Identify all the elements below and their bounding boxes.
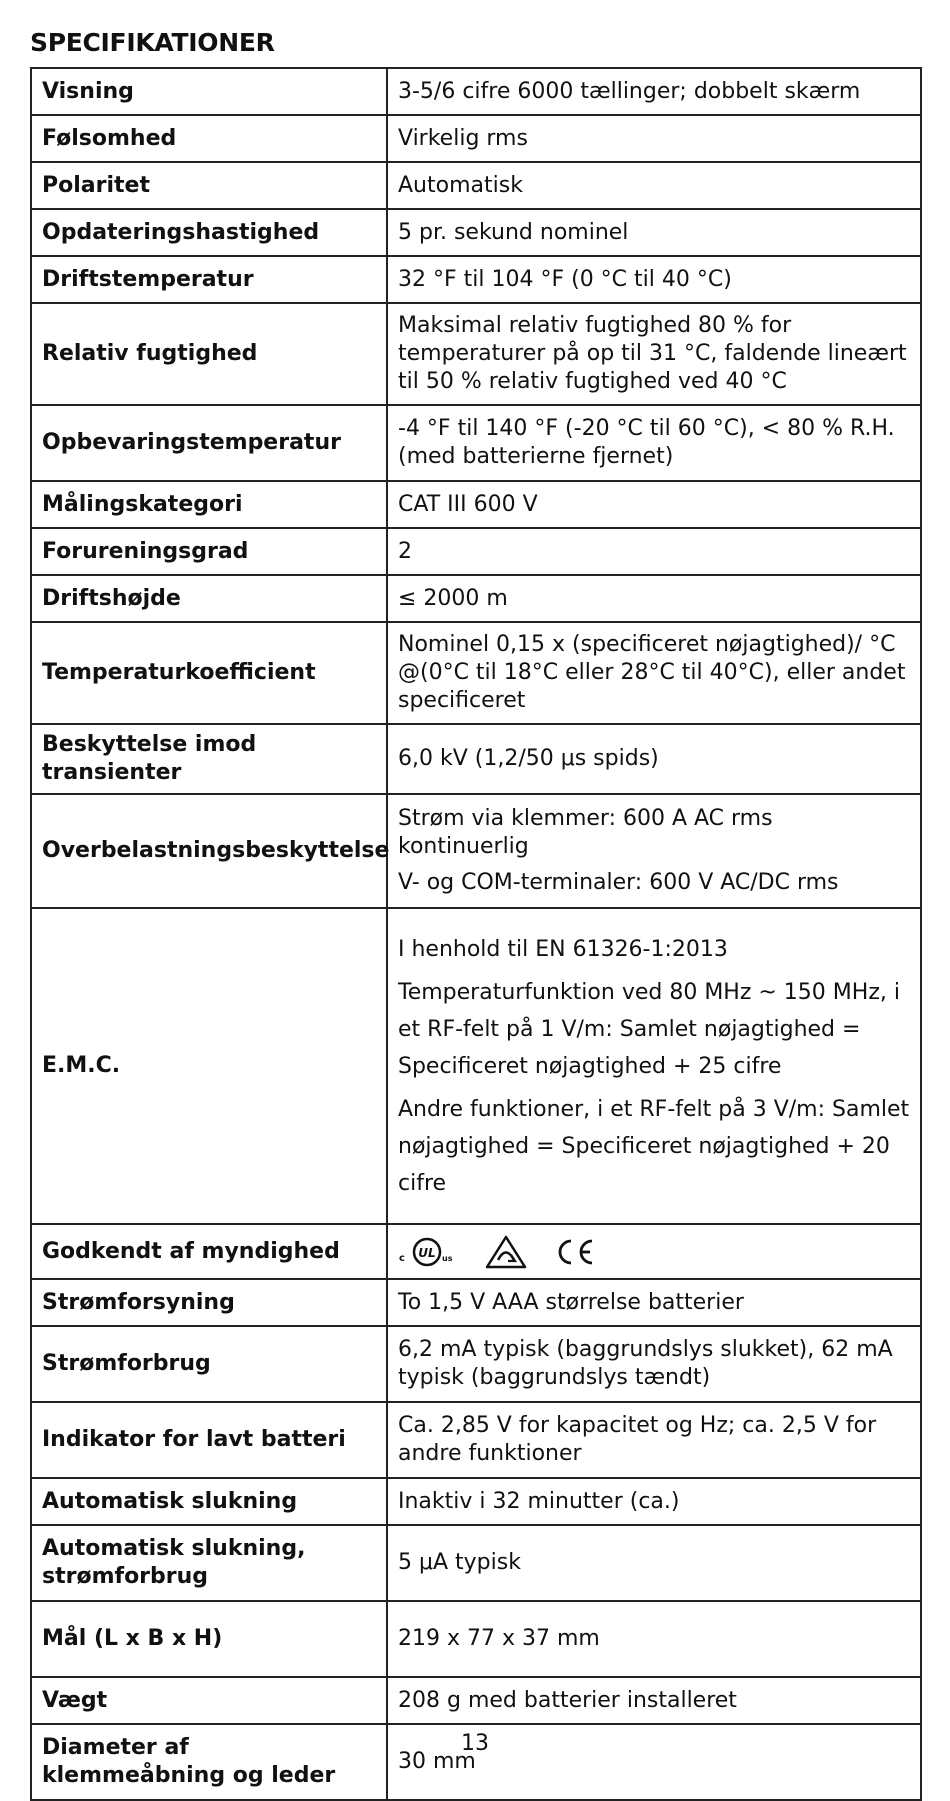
- spec-label: Opdateringshastighed: [31, 209, 387, 256]
- spec-value-text: I henhold til EN 61326-1:2013: [398, 936, 728, 962]
- table-row: [31, 528, 921, 575]
- spec-value-text: 2: [398, 538, 412, 564]
- spec-value: [387, 1402, 921, 1478]
- spec-label: Temperaturkoefficient: [31, 622, 387, 724]
- spec-label: Vægt: [31, 1677, 387, 1724]
- spec-label: Visning: [31, 68, 387, 115]
- c-ul-us-mark-icon: [398, 1235, 458, 1269]
- page-title: SPECIFIKATIONER: [30, 28, 275, 57]
- spec-label: E.M.C.: [31, 908, 387, 1224]
- spec-value: [387, 528, 921, 575]
- table-row: [31, 256, 921, 303]
- table-row: [31, 405, 921, 481]
- spec-value-text: 208 g med batterier installeret: [398, 1687, 737, 1713]
- spec-value-text: Virkelig rms: [398, 125, 528, 151]
- table-row: [31, 162, 921, 209]
- spec-label: Mål (L x B x H): [31, 1601, 387, 1677]
- spec-value: [387, 162, 921, 209]
- spec-value-text: 6,0 kV (1,2/50 μs spids): [398, 746, 659, 771]
- table-row: [31, 1525, 921, 1601]
- table-row: [31, 481, 921, 528]
- spec-label: Polaritet: [31, 162, 387, 209]
- spec-value-text: To 1,5 V AAA størrelse batterier: [398, 1289, 744, 1315]
- table-row: [31, 575, 921, 622]
- spec-value: [387, 1677, 921, 1724]
- spec-label: Automatisk slukning, strømforbrug: [31, 1525, 387, 1601]
- spec-value: [387, 1601, 921, 1677]
- spec-value: [387, 209, 921, 256]
- spec-value: [387, 68, 921, 115]
- spec-value: [387, 794, 921, 908]
- svg-text:c: c: [399, 1252, 405, 1264]
- approval-marks: [398, 1235, 910, 1269]
- spec-value-text: 3-5/6 cifre 6000 tællinger; dobbelt skærm: [398, 78, 861, 104]
- table-row: [31, 908, 921, 1224]
- spec-value: [387, 405, 921, 481]
- spec-value-text: 6,2 mA typisk (baggrundslys slukket), 62 mA typisk (baggrundslys tændt): [398, 1337, 893, 1390]
- spec-label: Relativ fugtighed: [31, 303, 387, 405]
- svg-text:UL: UL: [418, 1245, 436, 1260]
- table-row: [31, 1279, 921, 1326]
- spec-value-text: Inaktiv i 32 minutter (ca.): [398, 1488, 680, 1514]
- spec-value-text: 32 °F til 104 °F (0 °C til 40 °C): [398, 266, 732, 292]
- table-row: [31, 115, 921, 162]
- spec-value-text: Ca. 2,85 V for kapacitet og Hz; ca. 2,5 V for andre funktioner: [398, 1413, 877, 1466]
- spec-label: Målingskategori: [31, 481, 387, 528]
- spec-value-text: Nominel 0,15 x (specificeret nøjagtighed)/ °C @(0°C til 18°C eller 28°C til 40°C), eller andet specificeret: [398, 632, 906, 713]
- spec-value: [387, 256, 921, 303]
- spec-value-text: 30 mm: [398, 1749, 476, 1774]
- spec-value: [387, 575, 921, 622]
- spec-label: Driftshøjde: [31, 575, 387, 622]
- spec-label: Strømforsyning: [31, 1279, 387, 1326]
- spec-label: Overbelastningsbeskyttelse: [31, 794, 387, 908]
- spec-label: Beskyttelse imod transienter: [31, 724, 387, 794]
- table-row: [31, 1326, 921, 1402]
- spec-label: Automatisk slukning: [31, 1478, 387, 1525]
- spec-label: Driftstemperatur: [31, 256, 387, 303]
- spec-label: Opbevaringstemperatur: [31, 405, 387, 481]
- specifications-table: [30, 67, 922, 1801]
- spec-label: Følsomhed: [31, 115, 387, 162]
- ce-mark-icon: [554, 1235, 596, 1269]
- spec-label: Godkendt af myndighed: [31, 1224, 387, 1279]
- spec-value-text: V- og COM-terminaler: 600 V AC/DC rms: [398, 870, 839, 895]
- table-row: [31, 1601, 921, 1677]
- spec-value-text: 5 μA typisk: [398, 1550, 521, 1575]
- spec-label: Indikator for lavt batteri: [31, 1402, 387, 1478]
- spec-value: [387, 1224, 921, 1279]
- table-row: [31, 724, 921, 794]
- table-row: [31, 794, 921, 908]
- spec-value-text: Maksimal relativ fugtighed 80 % for temperaturer på op til 31 °C, faldende lineært til 50 % relativ fugtighed ved 40 °C: [398, 313, 907, 394]
- spec-value-text: CAT III 600 V: [398, 491, 538, 517]
- spec-value-text: Temperaturfunktion ved 80 MHz ~ 150 MHz, i et RF-felt på 1 V/m: Samlet nøjagtighed = Specificeret nøjagtighed + 25 cifre: [398, 979, 900, 1079]
- table-row: [31, 1478, 921, 1525]
- table-row: [31, 1224, 921, 1279]
- spec-value: [387, 908, 921, 1224]
- table-row: [31, 209, 921, 256]
- spec-value-text: Automatisk: [398, 172, 523, 198]
- spec-value: [387, 1326, 921, 1402]
- spec-value: [387, 303, 921, 405]
- spec-label: Strømforbrug: [31, 1326, 387, 1402]
- svg-text:us: us: [442, 1253, 453, 1263]
- table-row: [31, 1402, 921, 1478]
- spec-value-text: ≤ 2000 m: [398, 585, 508, 611]
- spec-value: [387, 724, 921, 794]
- table-row: [31, 303, 921, 405]
- spec-value-text: Andre funktioner, i et RF-felt på 3 V/m: Samlet nøjagtighed = Specificeret nøjagtighed + 20 cifre: [398, 1096, 910, 1196]
- spec-value: [387, 115, 921, 162]
- spec-label: Forureningsgrad: [31, 528, 387, 575]
- rcm-mark-icon: [484, 1235, 528, 1269]
- spec-value-text: Strøm via klemmer: 600 A AC rms kontinuerlig: [398, 806, 773, 859]
- spec-value-text: 5 pr. sekund nominel: [398, 219, 629, 245]
- table-row: [31, 68, 921, 115]
- page-number: 13: [461, 1731, 489, 1756]
- spec-value: [387, 1525, 921, 1601]
- spec-value: [387, 1478, 921, 1525]
- spec-value: [387, 481, 921, 528]
- spec-value: [387, 622, 921, 724]
- spec-value: [387, 1279, 921, 1326]
- spec-value-text: 219 x 77 x 37 mm: [398, 1626, 600, 1651]
- table-row: [31, 1677, 921, 1724]
- spec-label: Diameter af klemmeåbning og leder: [31, 1724, 387, 1800]
- spec-value-text: -4 °F til 140 °F (-20 °C til 60 °C), < 80 % R.H. (med batterierne fjernet): [398, 416, 895, 469]
- table-row: [31, 622, 921, 724]
